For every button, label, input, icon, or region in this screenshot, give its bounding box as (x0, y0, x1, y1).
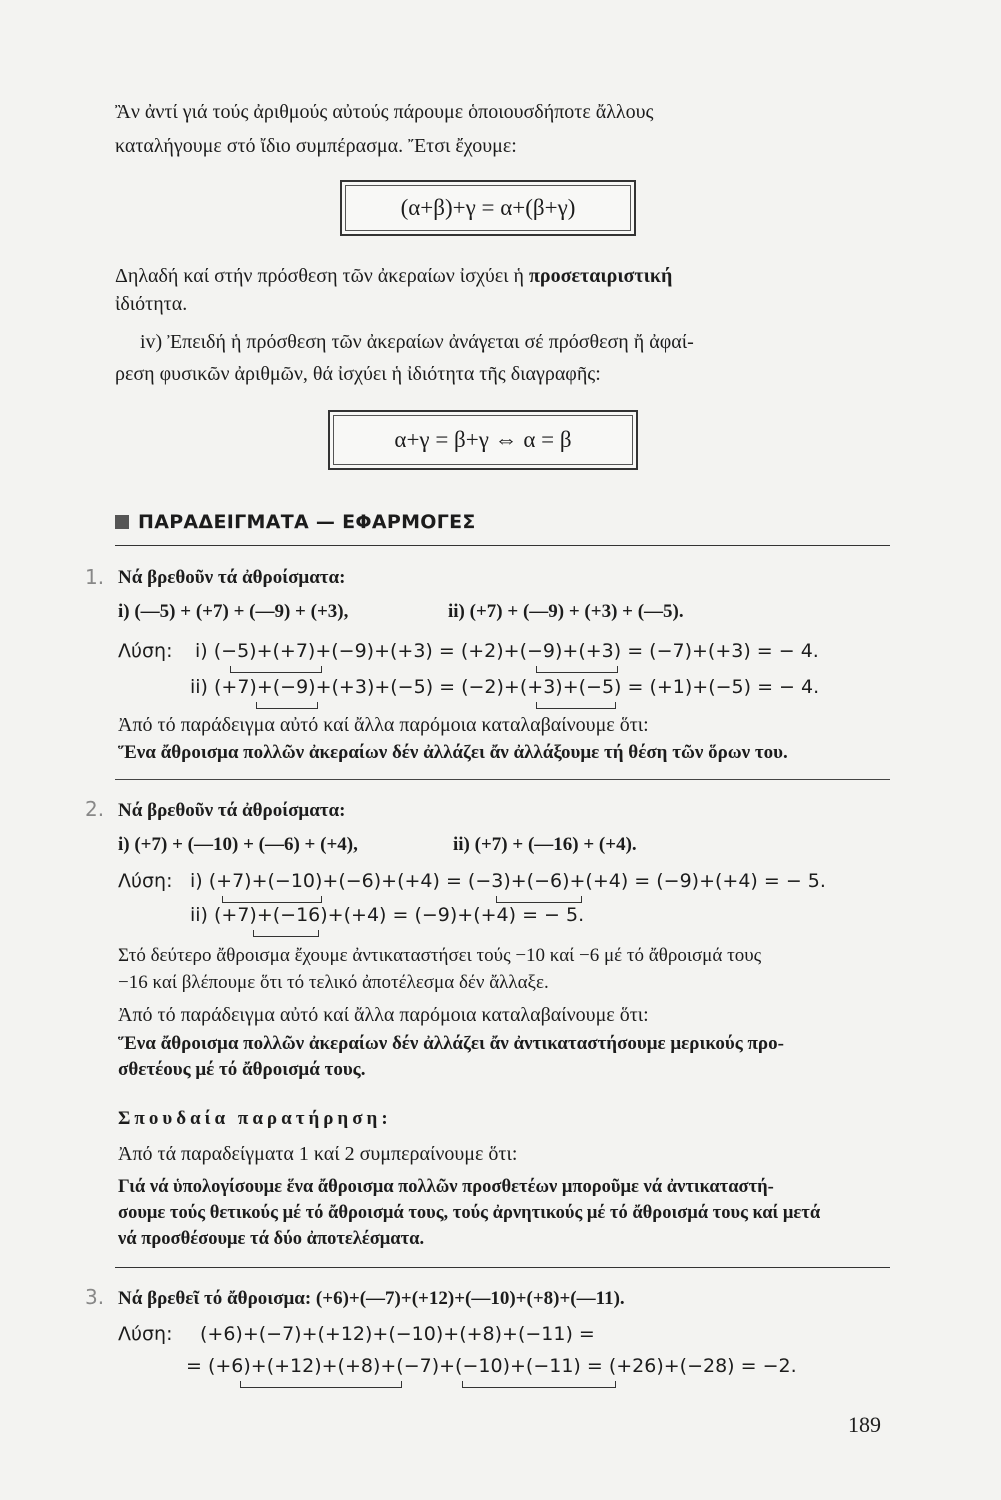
property-iv-line-1: iv) Ἐπειδή ἡ πρόσθεση τῶν ἀκεραίων ἀνάγεται σέ πρόσθεση ἤ ἀφαί- (140, 331, 694, 353)
example-2-question-i: i) (+7) + (—10) + (—6) + (+4), (118, 834, 358, 855)
example-2-conclusion-rule-1: Ἕνα ἄθροισμα πολλῶν ἀκεραίων δέν ἀλλάζει ἄν ἀντικαταστήσουμε μερικούς προ- (118, 1033, 784, 1054)
example-2-number: 2. (85, 797, 105, 821)
grouping-bracket (536, 666, 618, 673)
cancellation-formula: α+γ = β+γ ⇔ α = β (394, 427, 572, 452)
associative-text: Δηλαδή καί στήν πρόσθεση τῶν ἀκεραίων ἰσχύει ἡ (115, 265, 529, 287)
remark-title: Σπουδαία παρατήρηση: (118, 1108, 392, 1129)
associative-text-line-1 (115, 262, 890, 290)
example-3-solution-label: Λύση: (118, 1323, 173, 1345)
example-2-title: Νά βρεθοῦν τά ἀθροίσματα: (118, 800, 346, 821)
example-1-conclusion-rule: Ἕνα ἄθροισμα πολλῶν ἀκεραίων δέν ἀλλάζει ἄν ἀλλάξουμε τή θέση τῶν ὅρων του. (118, 742, 788, 763)
grouping-bracket (536, 702, 616, 709)
remark-divider (115, 1267, 890, 1268)
example-2-conclusion-rule-2: σθετέους μέ τό ἄθροισμά τους. (118, 1059, 366, 1080)
remark-rule-line-1: Γιά νά ὑπολογίσουμε ἕνα ἄθροισμα πολλῶν προσθετέων μποροῦμε νά ἀντικαταστή- (118, 1177, 774, 1197)
example-1-title: Νά βρεθοῦν τά ἀθροίσματα: (118, 567, 346, 588)
example-1-solution-i: i) (−5)+(+7)+(−9)+(+3) = (+2)+(−9)+(+3) = (−7)+(+3) = − 4. (195, 640, 819, 662)
example-2-solution-i: i) (+7)+(−10)+(−6)+(+4) = (−3)+(−6)+(+4) = (−9)+(+4) = − 5. (190, 870, 826, 892)
example-2-solution-label: Λύση: (118, 870, 173, 892)
example-3-title: Νά βρεθεῖ τό ἄθροισμα: (+6)+(—7)+(+12)+(—10)+(+8)+(—11). (118, 1288, 625, 1309)
example-1-divider (115, 779, 890, 780)
grouping-bracket (240, 1381, 402, 1388)
section-heading: ΠΑΡΑΔΕΙΓΜΑΤΑ — ΕΦΑΡΜΟΓΕΣ (138, 511, 476, 533)
associative-formula: (α+β)+γ = α+(β+γ) (400, 195, 576, 220)
example-3-solution-line-1: (+6)+(−7)+(+12)+(−10)+(+8)+(−11) = (200, 1323, 595, 1345)
grouping-bracket (462, 1381, 616, 1388)
example-1-solution-label: Λύση: (118, 640, 173, 662)
example-2-solution-ii: ii) (+7)+(−16)+(+4) = (−9)+(+4) = − 5. (190, 904, 585, 926)
property-iv-line-2: ρεση φυσικῶν ἀριθμῶν, θά ἰσχύει ἡ ἰδιότητα τῆς διαγραφῆς: (115, 363, 601, 385)
grouping-bracket (230, 666, 322, 673)
example-1-question-i: i) (—5) + (+7) + (—9) + (+3), (118, 601, 349, 622)
grouping-bracket (256, 702, 318, 709)
example-3-solution-line-2: = (+6)+(+12)+(+8)+(−7)+(−10)+(−11) = (+26)+(−28) = −2. (186, 1355, 797, 1377)
example-2-question-ii: ii) (+7) + (—16) + (+4). (453, 834, 637, 855)
example-1-question-ii: ii) (+7) + (—9) + (+3) + (—5). (448, 601, 684, 622)
example-1-solution-ii: ii) (+7)+(−9)+(+3)+(−5) = (−2)+(+3)+(−5) = (+1)+(−5) = − 4. (190, 676, 820, 698)
grouping-bracket (253, 930, 319, 937)
example-2-text-2: −16 καί βλέπουμε ὅτι τό τελικό ἀποτέλεσμα δέν ἄλλαξε. (118, 972, 549, 993)
cancellation-formula-box (328, 410, 638, 470)
remark-rule-line-3: νά προσθέσουμε τά δύο ἀποτελέσματα. (118, 1229, 425, 1249)
page-number: 189 (848, 1412, 881, 1437)
example-2-conclusion-intro: Ἀπό τό παράδειγμα αὐτό καί ἄλλα παρόμοια καταλαβαίνουμε ὅτι: (118, 1004, 649, 1026)
example-1-conclusion-intro: Ἀπό τό παράδειγμα αὐτό καί ἄλλα παρόμοια καταλαβαίνουμε ὅτι: (118, 714, 649, 736)
associative-formula-box (340, 180, 636, 236)
intro-line-2: καταλήγουμε στό ἴδιο συμπέρασμα. Ἔτσι ἔχουμε: (115, 135, 517, 157)
remark-intro: Ἀπό τά παραδείγματα 1 καί 2 συμπεραίνουμε ὅτι: (118, 1143, 518, 1165)
intro-line-1: Ἂν ἀντί γιά τούς ἀριθμούς αὐτούς πάρουμε ὁποιουσδήποτε ἄλλους (115, 101, 654, 123)
associative-text-line-2: ἰδιότητα. (115, 293, 188, 315)
section-square-icon (115, 515, 129, 529)
grouping-bracket (222, 896, 322, 903)
remark-rule-line-2: σουμε τούς θετικούς μέ τό ἄθροισμά τους, τούς ἀρνητικούς μέ τό ἄθροισμά τους καί μετά (118, 1203, 821, 1223)
grouping-bracket (496, 896, 582, 903)
section-rule (115, 545, 890, 546)
associative-term: προσεταιριστική (528, 265, 673, 287)
example-2-text-1: Στό δεύτερο ἄθροισμα ἔχουμε ἀντικαταστήσει τούς −10 καί −6 μέ τό ἄθροισμά τους (118, 945, 762, 966)
example-3-number: 3. (85, 1285, 105, 1309)
example-1-number: 1. (85, 565, 105, 589)
